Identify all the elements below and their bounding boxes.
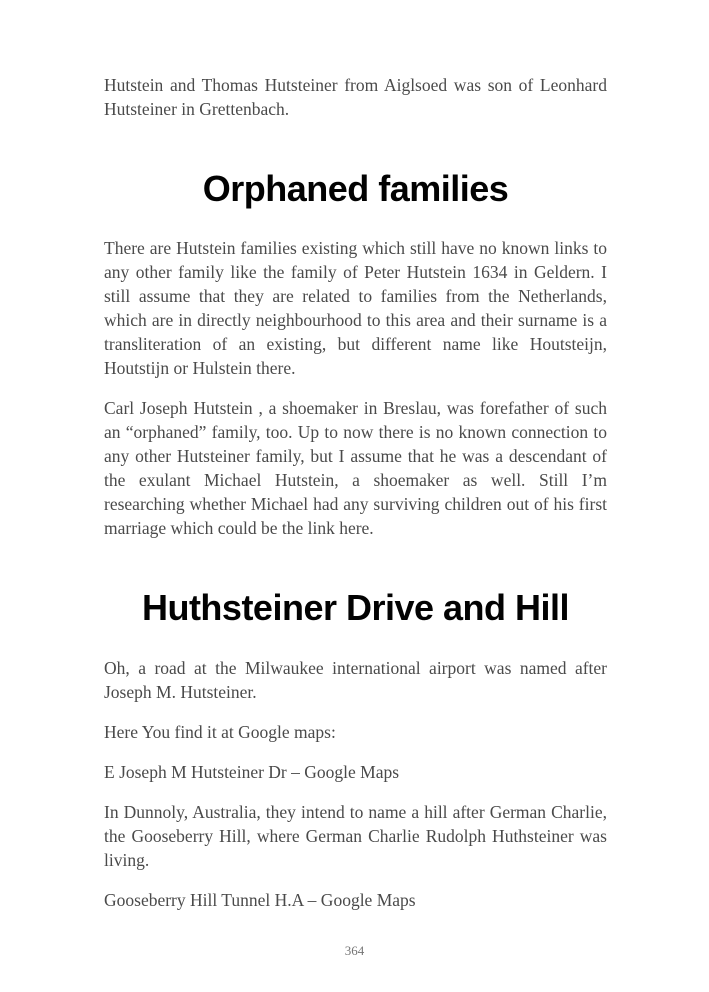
intro-paragraph: Hutstein and Thomas Hutsteiner from Aiglsoed was son of Leonhard Hutsteiner in Grettenbach. [104, 75, 607, 119]
page-number: 364 [344, 943, 365, 958]
paragraph-orphaned-families-1: There are Hutstein families existing which still have no known links to any other family like the family of Peter Hutstein 1634 in Geldern. I still assume that they are related to families from the Netherlands, which are in directly neighbourhood to this area and their surname is a transliteration of an existing, but different name like Houtsteijn, Houtstijn or Hulstein there. [104, 238, 607, 379]
paragraph-google-maps-note: Here You find it at Google maps: [104, 721, 336, 742]
section-orphaned-families [104, 168, 607, 540]
section-heading-orphaned-families: Orphaned families [202, 168, 509, 209]
paragraph-orphaned-families-2: Carl Joseph Hutstein , a shoemaker in Breslau, was forefather of such an “orphaned” family, too. Up to now there is no known connection to any other Hutsteiner family, but I assume that he was a descendant of the exulant Michael Hutstein, a shoemaker as well. Still I’m researching whether Michael had any surviving children out of his first marriage which could be the link here. [104, 398, 607, 539]
section-heading-huthsteiner-drive-and-hill: Huthsteiner Drive and Hill [141, 587, 570, 629]
paragraph-milwaukee-road: Oh, a road at the Milwaukee international airport was named after Joseph M. Hutsteiner. [104, 657, 607, 702]
paragraph-hutsteiner-dr-link-text: E Joseph M Hutsteiner Dr – Google Maps [104, 761, 400, 782]
section-huthsteiner-drive-and-hill [104, 587, 607, 911]
paragraph-gooseberry-hill-link-text: Gooseberry Hill Tunnel H.A – Google Maps [104, 889, 416, 910]
paragraph-dunnoly-hill: In Dunnoly, Australia, they intend to name a hill after German Charlie, the Gooseberry Hill, where German Charlie Rudolph Huthsteiner was living. [104, 801, 607, 870]
